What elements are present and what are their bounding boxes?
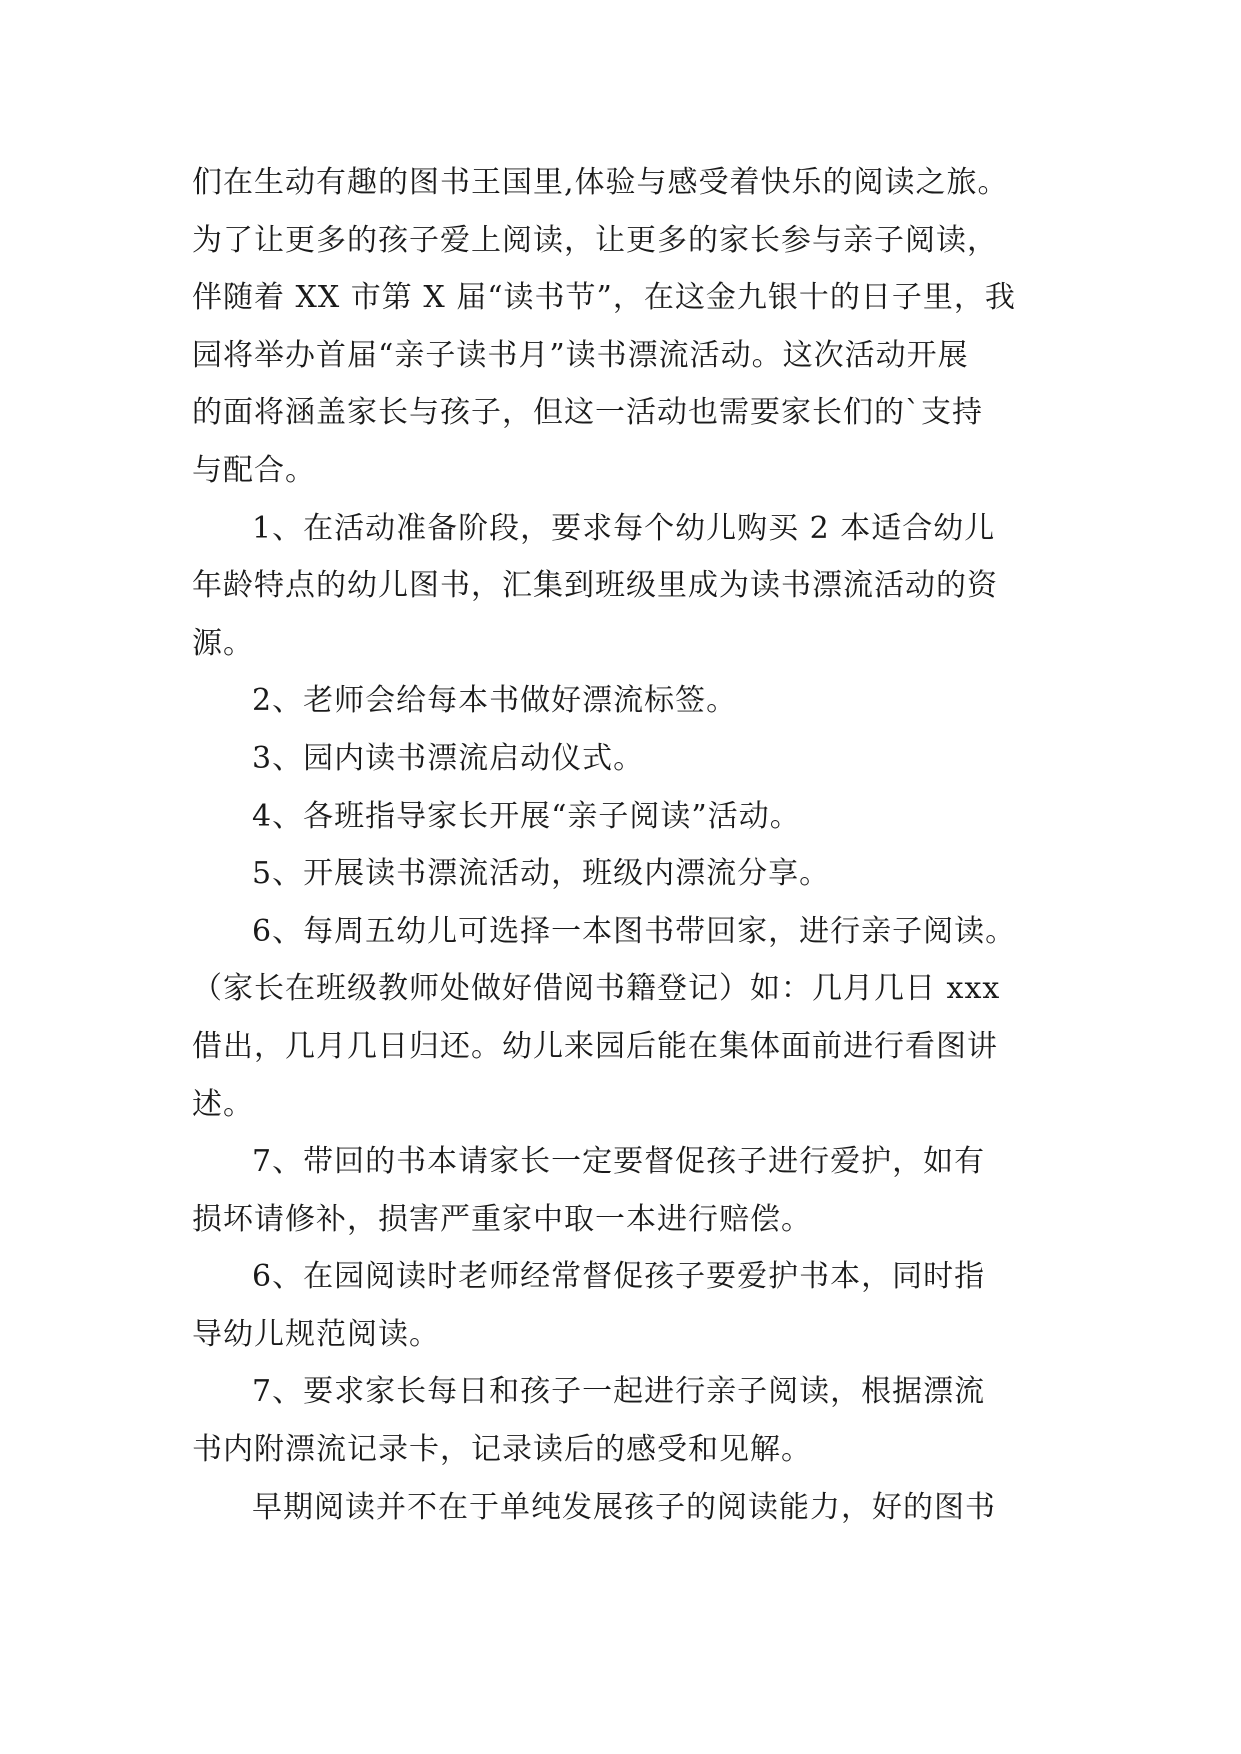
- text-line: （家长在班级教师处做好借阅书籍登记）如：几月几日 xxx: [192, 971, 1001, 1007]
- list-item-6b: 6、在园阅读时老师经常督促孩子要爱护书本，同时指: [252, 1259, 986, 1295]
- text-line: 导幼儿规范阅读。: [192, 1316, 440, 1352]
- list-item-7b: 7、要求家长每日和孩子一起进行亲子阅读，根据漂流: [252, 1374, 986, 1410]
- text-line: 与配合。: [192, 452, 316, 488]
- list-item-2: 2、老师会给每本书做好漂流标签。: [252, 683, 738, 719]
- text-line: 园将举办首届“亲子读书月”读书漂流活动。这次活动开展: [192, 337, 969, 373]
- list-item-4: 4、各班指导家长开展“亲子阅读”活动。: [252, 798, 801, 834]
- list-item-7: 7、带回的书本请家长一定要督促孩子进行爱护，如有: [252, 1144, 986, 1180]
- text-line: 为了让更多的孩子爱上阅读，让更多的家长参与亲子阅读，: [192, 222, 998, 258]
- paragraph-start: 早期阅读并不在于单纯发展孩子的阅读能力，好的图书: [252, 1489, 996, 1525]
- list-item-6: 6、每周五幼儿可选择一本图书带回家，进行亲子阅读。: [252, 913, 1017, 949]
- text-line: 述。: [192, 1086, 254, 1122]
- text-line: 借出，几月几日归还。幼儿来园后能在集体面前进行看图讲: [192, 1028, 998, 1064]
- text-line: 伴随着 XX 市第 X 届“读书节”，在这金九银十的日子里，我: [192, 280, 1016, 316]
- text-line: 损坏请修补，损害严重家中取一本进行赔偿。: [192, 1201, 812, 1237]
- text-line: 书内附漂流记录卡，记录读后的感受和见解。: [192, 1432, 812, 1468]
- text-line: 的面将涵盖家长与孩子，但这一活动也需要家长们的`支持: [192, 395, 983, 431]
- text-line: 源。: [192, 625, 254, 661]
- list-item-5: 5、开展读书漂流活动，班级内漂流分享。: [252, 856, 831, 892]
- list-item-1: 1、在活动准备阶段，要求每个幼儿购买 2 本适合幼儿: [252, 510, 996, 546]
- document-body: [192, 154, 1092, 1536]
- text-line: 年龄特点的幼儿图书，汇集到班级里成为读书漂流活动的资: [192, 568, 998, 604]
- list-item-3: 3、园内读书漂流启动仪式。: [252, 740, 645, 776]
- text-line: 们在生动有趣的图书王国里,体验与感受着快乐的阅读之旅。: [192, 165, 1009, 200]
